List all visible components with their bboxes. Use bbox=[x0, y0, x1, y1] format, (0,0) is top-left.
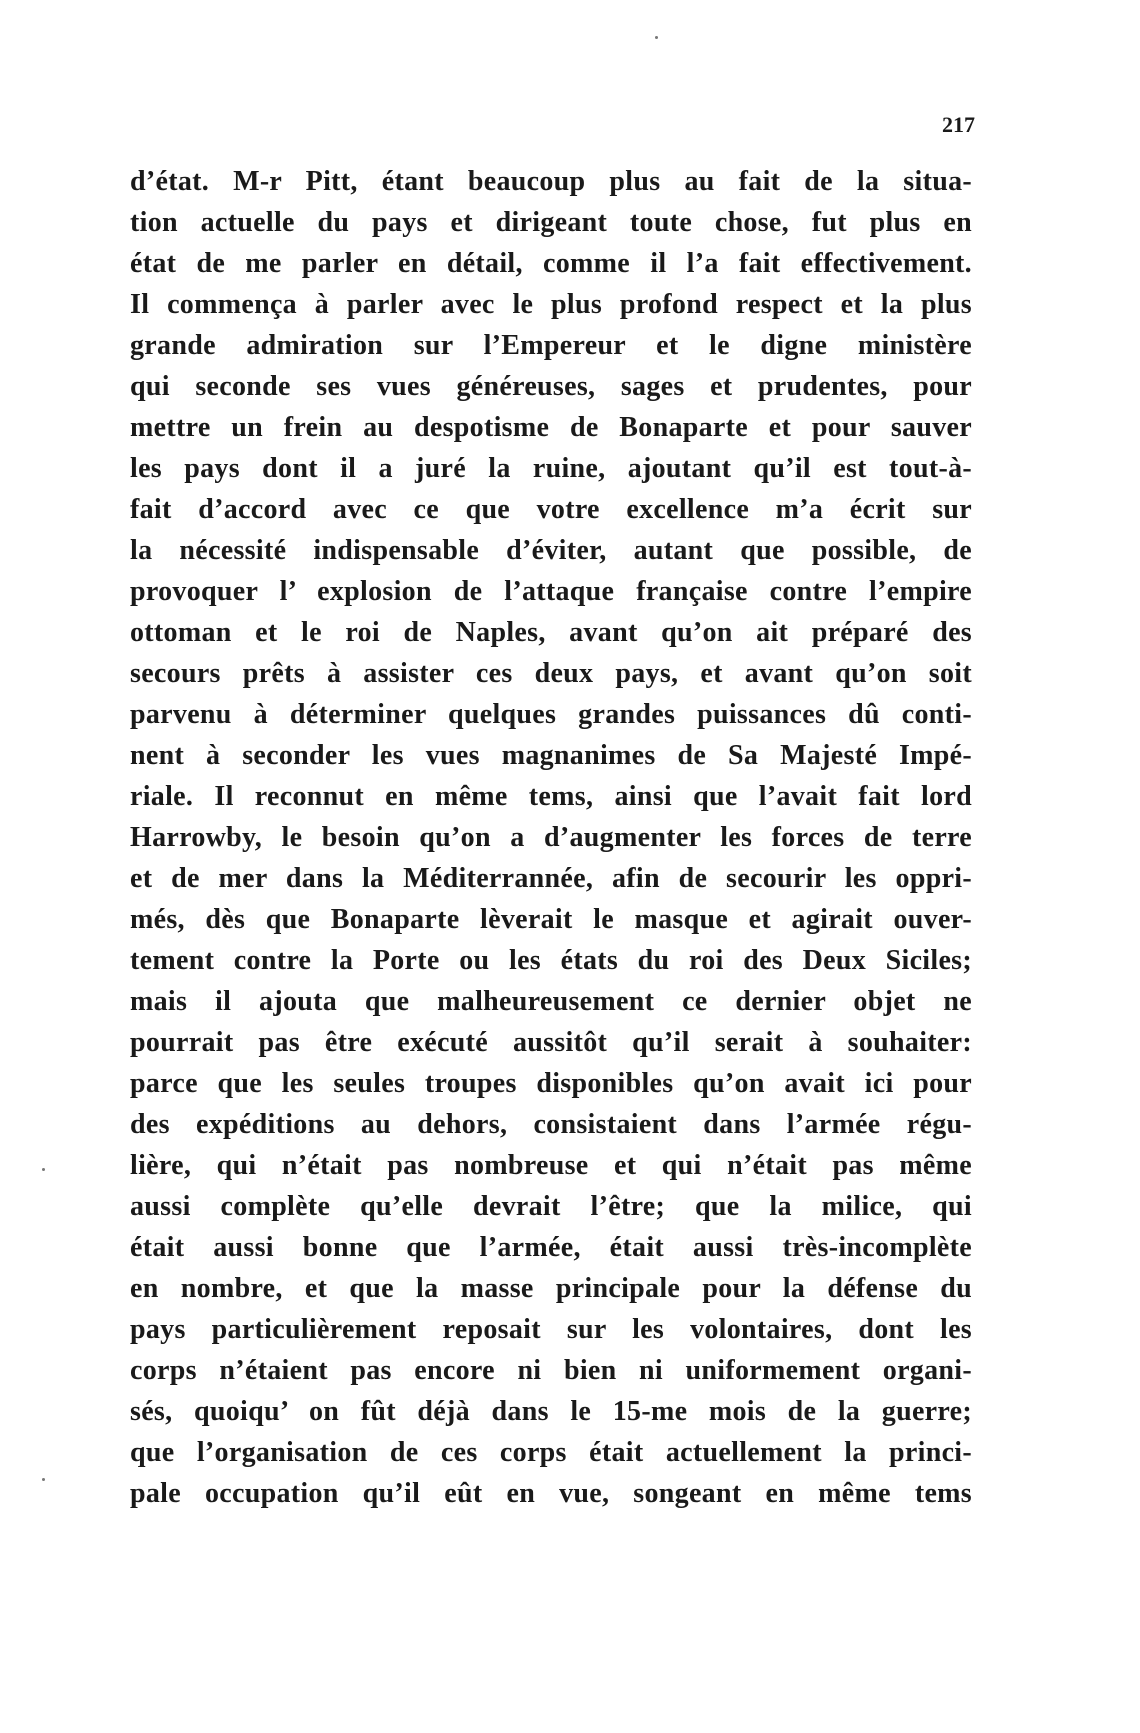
text-line: d’état. M-r Pitt, étant beaucoup plus au fait de la situa- bbox=[130, 166, 972, 197]
text-line: tion actuelle du pays et dirigeant toute chose, fut plus en bbox=[130, 207, 972, 238]
text-line: des expéditions au dehors, consistaient dans l’armée régu- bbox=[130, 1109, 972, 1140]
text-line: était aussi bonne que l’armée, était aussi très-incomplète bbox=[130, 1232, 972, 1263]
text-line: lière, qui n’était pas nombreuse et qui n’était pas même bbox=[130, 1150, 972, 1181]
text-line: et de mer dans la Méditerrannée, afin de secourir les oppri- bbox=[130, 863, 972, 894]
text-line: Il commença à parler avec le plus profond respect et la plus bbox=[130, 289, 972, 320]
text-line: la nécessité indispensable d’éviter, autant que possible, de bbox=[130, 535, 972, 566]
text-line: que l’organisation de ces corps était actuellement la princi- bbox=[130, 1437, 972, 1468]
text-line: en nombre, et que la masse principale pour la défense du bbox=[130, 1273, 972, 1304]
page-number: 217 bbox=[942, 112, 975, 137]
text-line: mais il ajouta que malheureusement ce dernier objet ne bbox=[130, 986, 972, 1017]
paper-speck bbox=[42, 1168, 45, 1171]
text-line: secours prêts à assister ces deux pays, et avant qu’on soit bbox=[130, 658, 972, 689]
text-line: sés, quoiqu’ on fût déjà dans le 15-me mois de la guerre; bbox=[130, 1396, 972, 1427]
text-line: pale occupation qu’il eût en vue, songeant en même tems bbox=[130, 1478, 972, 1509]
text-line: état de me parler en détail, comme il l’a fait effectivement. bbox=[130, 248, 972, 279]
text-line: riale. Il reconnut en même tems, ainsi que l’avait fait lord bbox=[130, 781, 972, 812]
text-line: tement contre la Porte ou les états du roi des Deux Siciles; bbox=[130, 945, 972, 976]
text-line: més, dès que Bonaparte lèverait le masque et agirait ouver- bbox=[130, 904, 972, 935]
text-line: ottoman et le roi de Naples, avant qu’on ait préparé des bbox=[130, 617, 972, 648]
body-text bbox=[130, 161, 972, 1514]
text-line: les pays dont il a juré la ruine, ajoutant qu’il est tout-à- bbox=[130, 453, 972, 484]
text-line: corps n’étaient pas encore ni bien ni uniformement organi- bbox=[130, 1355, 972, 1386]
text-line: mettre un frein au despotisme de Bonaparte et pour sauver bbox=[130, 412, 972, 443]
text-line: pourrait pas être exécuté aussitôt qu’il serait à souhaiter: bbox=[130, 1027, 972, 1058]
text-line: nent à seconder les vues magnanimes de Sa Majesté Impé- bbox=[130, 740, 972, 771]
text-line: aussi complète qu’elle devrait l’être; que la milice, qui bbox=[130, 1191, 972, 1222]
text-line: grande admiration sur l’Empereur et le digne ministère bbox=[130, 330, 972, 361]
text-line: fait d’accord avec ce que votre excellence m’a écrit sur bbox=[130, 494, 972, 525]
text-line: Harrowby, le besoin qu’on a d’augmenter les forces de terre bbox=[130, 822, 972, 853]
paper-speck bbox=[42, 1478, 45, 1481]
text-line: parce que les seules troupes disponibles qu’on avait ici pour bbox=[130, 1068, 972, 1099]
text-line: provoquer l’ explosion de l’attaque française contre l’empire bbox=[130, 576, 972, 607]
text-line: parvenu à déterminer quelques grandes puissances dû conti- bbox=[130, 699, 972, 730]
paper-speck bbox=[655, 36, 658, 39]
text-line: pays particulièrement reposait sur les volontaires, dont les bbox=[130, 1314, 972, 1345]
text-line: qui seconde ses vues généreuses, sages et prudentes, pour bbox=[130, 371, 972, 402]
